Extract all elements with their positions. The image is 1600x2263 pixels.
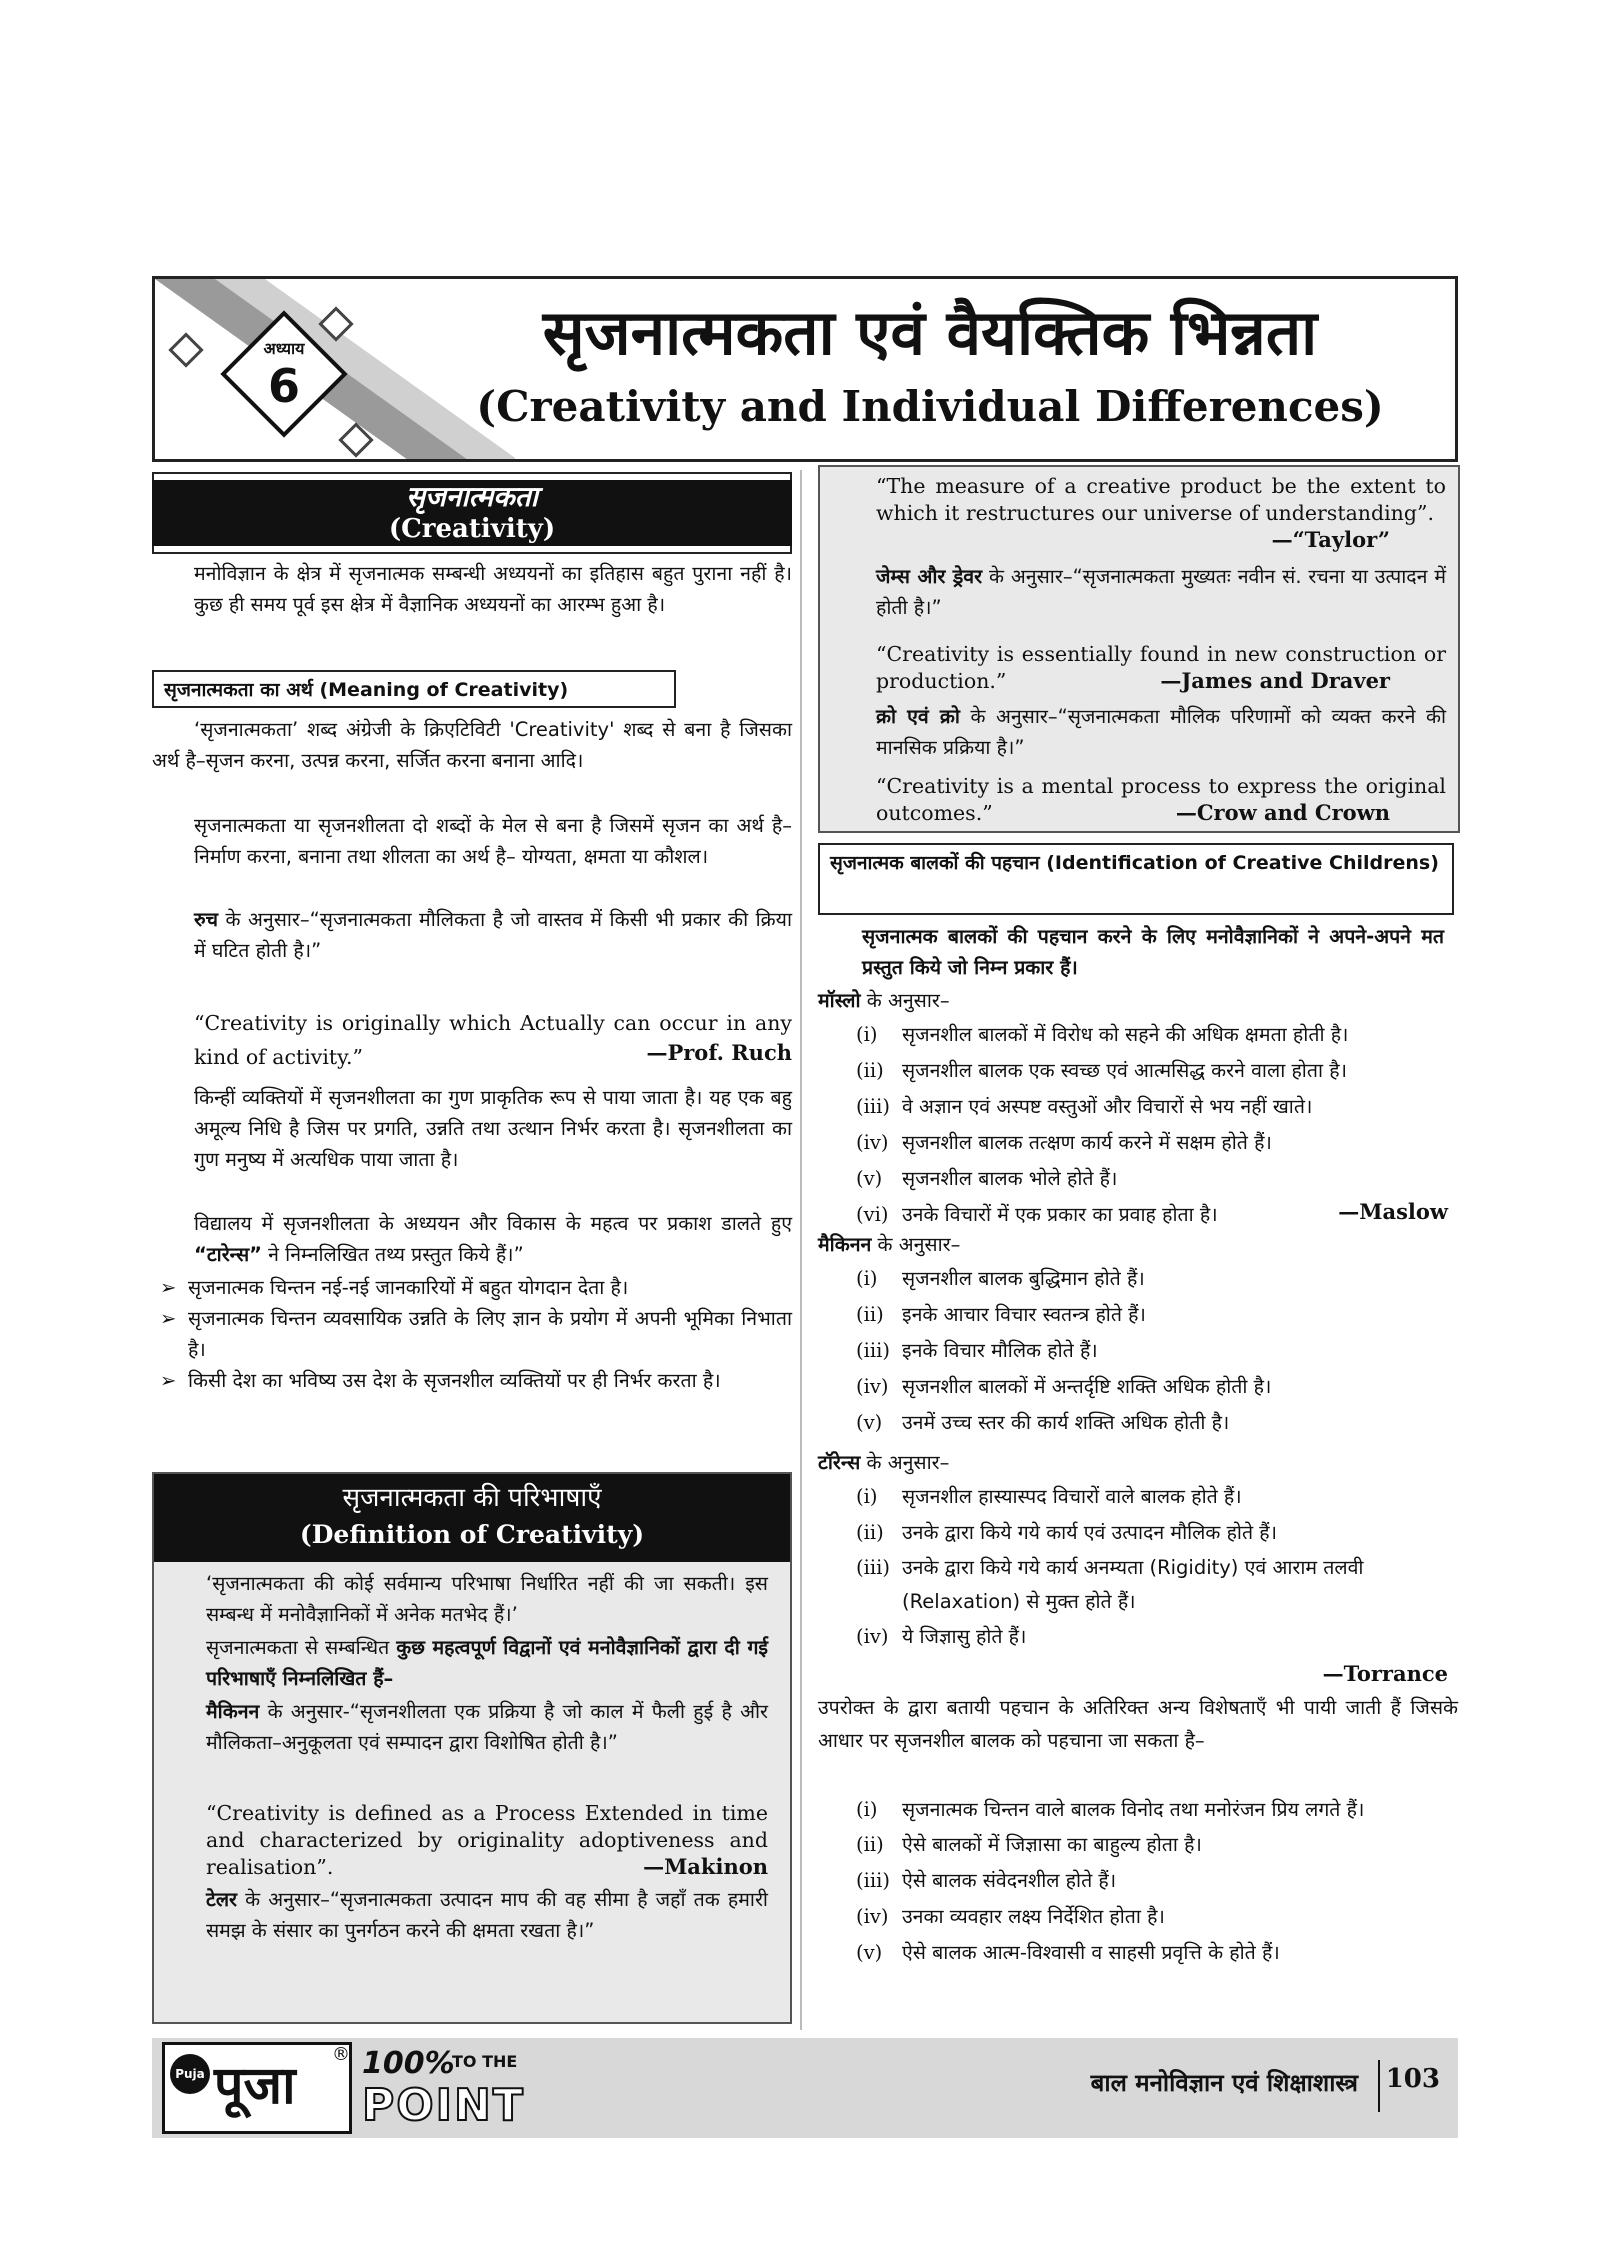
list-item xyxy=(818,1793,1460,1827)
mckinnon-heading xyxy=(818,1229,1458,1260)
definition-lead-text: सृजनात्मकता से सम्बन्धित xyxy=(206,1636,397,1659)
definition-lead xyxy=(206,1632,768,1694)
registered-mark: ® xyxy=(332,2044,350,2065)
item-number: (v) xyxy=(856,1167,883,1190)
definition-intro: ‘सृजनात्मकता की कोई सर्वमान्य परिभाषा निर्धारित नहीं की जा सकती। इस सम्बन्ध में मनोवैज्ञानिकों में अनेक मतभेद हैं।’ xyxy=(206,1572,768,1626)
other-traits-intro: उपरोक्त के द्वारा बतायी पहचान के अतिरिक्त अन्य विशेषताएँ भी पायी जाती हैं जिसके आधार पर सृजनशील बालक को पहचाना जा सकता है– xyxy=(818,1696,1458,1752)
makinon-quote: के अनुसार-“सृजनशीलता एक प्रक्रिया है जो काल में फैली हुई है और मौलिकता–अनुकूलता एवं सम्पादन द्वारा विशोषित होती है।” xyxy=(206,1700,768,1754)
item-number: (iv) xyxy=(856,1625,889,1648)
list-item xyxy=(818,1827,1460,1863)
mckinnon-list xyxy=(818,1261,1460,1441)
list-item xyxy=(152,1272,792,1303)
definitions-box xyxy=(152,1472,792,2024)
list-item xyxy=(818,1405,1460,1441)
list-item xyxy=(818,1863,1460,1899)
item-number: (vi) xyxy=(856,1203,889,1226)
list-item xyxy=(818,1161,1460,1197)
quotes-box xyxy=(818,465,1460,833)
meaning-heading: सृजनात्मकता का अर्थ (Meaning of Creativity) xyxy=(152,670,676,708)
crow-attribution: —Crow and Crown xyxy=(1175,800,1390,825)
author-mckinnon: मैकिनन xyxy=(818,1233,872,1256)
torrance-intro xyxy=(194,1208,792,1270)
meaning-paragraph-1: ‘सृजनात्मकता’ शब्द अंग्रेजी के क्रिएटिविटी 'Creativity' शब्द से बना है जिसका अर्थ है–सृजन करना, उत्पन्न करना, सर्जित करना बनाना आदि। xyxy=(152,718,792,772)
identification-heading: सृजनात्मक बालकों की पहचान (Identification of Creative Childrens) xyxy=(818,843,1454,915)
chapter-label: अध्याय xyxy=(263,339,305,358)
item-number: (iii) xyxy=(856,1869,890,1892)
crow-definition xyxy=(876,701,1446,763)
author-ruch: रुच xyxy=(194,908,219,931)
section-title-english: (Definition of Creativity) xyxy=(299,1520,645,1549)
maslow-attribution: —Maslow xyxy=(1338,1199,1448,1224)
james-quote: के अनुसार–“सृजनात्मकता मुख्यतः नवीन सं. रचना या उत्पादन में होती है।” xyxy=(876,565,1447,619)
item-number: (ii) xyxy=(856,1521,884,1544)
item-text: ऐसे बालक संवेदनशील होते हैं। xyxy=(902,1869,1117,1892)
item-text: सृजनशील बालकों में विरोध को सहने की अधिक क्षमता होती है। xyxy=(902,1023,1349,1046)
heading-suffix: के अनुसार– xyxy=(871,1233,961,1256)
list-item xyxy=(818,1053,1460,1089)
chapter-badge xyxy=(219,309,349,439)
item-text: ये जिज्ञासु होते हैं। xyxy=(902,1625,1027,1648)
item-number: (v) xyxy=(856,1941,883,1964)
list-item xyxy=(818,1479,1460,1515)
item-text: सृजनशील बालक तत्क्षण कार्य करने में सक्षम होते हैं। xyxy=(902,1131,1272,1154)
identification-intro: सृजनात्मक बालकों की पहचान करने के लिए मनोवैज्ञानिकों ने अपने-अपने मत प्रस्तुत किये जो निम्न प्रकार हैं। xyxy=(862,925,1444,979)
list-item xyxy=(818,1515,1460,1551)
section-title-english: (Creativity) xyxy=(388,514,556,544)
item-number: (ii) xyxy=(856,1833,884,1856)
taylor-quote-english: “The measure of a creative product be the extent to which it restructures our universe of understanding”. xyxy=(876,474,1446,525)
torrance-attribution: —Torrance xyxy=(1322,1661,1448,1686)
tagline-to-the: TO THE xyxy=(452,2052,518,2071)
list-item xyxy=(818,1369,1460,1405)
list-item xyxy=(818,1551,1460,1619)
item-text: ऐसे बालक आत्म-विश्वासी व साहसी प्रवृत्ति के होते हैं। xyxy=(902,1941,1280,1964)
list-item xyxy=(818,1935,1460,1971)
other-traits-list xyxy=(818,1793,1460,1971)
list-item xyxy=(818,1899,1460,1935)
author-maslow: मॉस्लो xyxy=(818,989,861,1012)
crow-quote: के अनुसार–“सृजनात्मकता मौलिक परिणामों को व्यक्त करने की मानसिक प्रक्रिया है।” xyxy=(876,705,1446,759)
chapter-number: 6 xyxy=(267,359,300,413)
james-definition xyxy=(876,561,1446,623)
maslow-heading xyxy=(818,985,1458,1016)
list-item xyxy=(152,1365,792,1396)
intro-paragraph: मनोविज्ञान के क्षेत्र में सृजनात्मक सम्बन्धी अध्ययनों का इतिहास बहुत पुराना नहीं है। कुछ ही समय पूर्व इस क्षेत्र में वैज्ञानिक अध्ययनों का आरम्भ हुआ है। xyxy=(194,562,792,616)
taylor-definition xyxy=(206,1884,768,1946)
author-taylor: टेलर xyxy=(206,1888,238,1911)
item-number: (iv) xyxy=(856,1375,889,1398)
item-text: सृजनशील बालकों में अन्तर्दृष्टि शक्ति अधिक होती है। xyxy=(902,1375,1272,1398)
item-text: उनमें उच्च स्तर की कार्य शक्ति अधिक होती है। xyxy=(902,1411,1230,1434)
item-number: (i) xyxy=(856,1267,878,1290)
torrance-facts-list xyxy=(152,1272,792,1396)
author-crow-and-crow: क्रो एवं क्रो xyxy=(876,705,960,728)
item-text: सृजनात्मक चिन्तन वाले बालक विनोद तथा मनोरंजन प्रिय लगते हैं। xyxy=(902,1798,1365,1821)
author-torrance: टॉरेन्स xyxy=(818,1451,861,1474)
james-quote-english: “Creativity is essentially found in new construction or production.” xyxy=(876,642,1446,693)
list-item xyxy=(818,1619,1460,1655)
item-number: (iii) xyxy=(856,1095,890,1118)
ruch-definition xyxy=(194,904,792,966)
list-item xyxy=(818,1297,1460,1333)
item-text: सृजनशील हास्यास्पद विचारों वाले बालक होते हैं। xyxy=(902,1485,1242,1508)
item-number: (ii) xyxy=(856,1059,884,1082)
section-title-hindi: सृजनात्मकता xyxy=(406,480,538,513)
section-creativity-heading xyxy=(152,480,792,546)
item-text: उनके द्वारा किये गये कार्य अनम्यता (Rigidity) एवं आराम तलवी (Relaxation) से मुक्त होते हैं। xyxy=(902,1556,1364,1613)
item-number: (i) xyxy=(856,1485,878,1508)
makinon-attribution: —Makinon xyxy=(643,1854,768,1879)
page-footer xyxy=(152,2038,1458,2138)
list-item-text: किसी देश का भविष्य उस देश के सृजनशील व्यक्तियों पर ही निर्भर करता है। xyxy=(188,1369,721,1392)
logo-badge: Puja xyxy=(170,2054,210,2094)
james-attribution: —James and Draver xyxy=(1160,668,1390,693)
crow-quote-english: “Creativity is a mental process to express the original outcomes.” xyxy=(876,774,1446,825)
footer-separator xyxy=(1378,2060,1380,2112)
item-text: सृजनशील बालक भोले होते हैं। xyxy=(902,1167,1118,1190)
ruch-quote: के अनुसार–“सृजनात्मकता मौलिकता है जो वास्तव में किसी भी प्रकार की क्रिया में घटित होती है।” xyxy=(194,908,792,962)
item-number: (iv) xyxy=(856,1905,889,1928)
chapter-title-hindi: सृजनात्मकता एवं वैयक्तिक भिन्नता xyxy=(542,296,1318,369)
ruch-quote-english: “Creativity is originally which Actually can occur in any kind of activity.” xyxy=(194,1011,792,1069)
item-text: उनके विचारों में एक प्रकार का प्रवाह होता है। xyxy=(902,1203,1218,1226)
publisher-logo xyxy=(162,2042,602,2134)
meaning-paragraph-3: किन्हीं व्यक्तियों में सृजनशीलता का गुण प्राकृतिक रूप से पाया जाता है। यह एक बहु अमूल्य निधि है जिस पर प्रगति, उन्नति तथा उत्थान निर्भर करता है। सृजनशीलता का गुण मनुष्य में अत्यधिक पाया जाता है। xyxy=(194,1086,792,1171)
page-number: 103 xyxy=(1385,2064,1440,2094)
meaning-paragraph-2: सृजनात्मकता या सृजनशीलता दो शब्दों के मेल से बना है जिसमें सृजन का अर्थ है– निर्माण करना, बनाना तथा शीलता का अर्थ है– योग्यता, क्षमता या कौशल। xyxy=(194,814,792,868)
item-text: इनके विचार मौलिक होते हैं। xyxy=(902,1339,1098,1362)
item-text: सृजनशील बालक बुद्धिमान होते हैं। xyxy=(902,1267,1145,1290)
list-item xyxy=(818,1333,1460,1369)
item-text: उनके द्वारा किये गये कार्य एवं उत्पादन मौलिक होते हैं। xyxy=(902,1521,1278,1544)
logo-text: पूजा xyxy=(214,2056,296,2116)
chapter-header xyxy=(152,276,1458,462)
item-number: (v) xyxy=(856,1411,883,1434)
chapter-title-english: (Creativity and Individual Differences) xyxy=(476,382,1384,431)
torrance-intro-end: ने निम्नलिखित तथ्य प्रस्तुत किये हैं।” xyxy=(261,1243,524,1266)
left-column xyxy=(152,472,792,2027)
tagline-percent: 100% xyxy=(362,2046,455,2081)
item-number: (iii) xyxy=(856,1556,890,1579)
list-item-text: सृजनात्मक चिन्तन नई-नई जानकारियों में बहुत योगदान देता है। xyxy=(188,1276,629,1299)
list-item xyxy=(818,1089,1460,1125)
item-number: (i) xyxy=(856,1023,878,1046)
list-item xyxy=(818,1125,1460,1161)
torrance-name: “टारेन्स” xyxy=(194,1243,262,1266)
taylor-attribution: —“Taylor” xyxy=(1271,527,1390,552)
list-item-text: सृजनात्मक चिन्तन व्यवसायिक उन्नति के लिए ज्ञान के प्रयोग में अपनी भूमिका निभाता है। xyxy=(188,1307,792,1361)
ruch-attribution: —Prof. Ruch xyxy=(646,1040,792,1065)
arrow-bullet-icon: ➢ xyxy=(160,1369,177,1392)
tagline-point: POINT xyxy=(362,2080,525,2131)
taylor-quote: के अनुसार–“सृजनात्मकता उत्पादन माप की वह सीमा है जहाँ तक हमारी समझ के संसार का पुनर्गठन करने की क्षमता रखता है।” xyxy=(206,1888,768,1942)
section-definition-heading xyxy=(154,1474,790,1562)
list-item xyxy=(152,1303,792,1365)
makinon-definition xyxy=(206,1696,768,1758)
arrow-bullet-icon: ➢ xyxy=(160,1276,177,1299)
item-number: (i) xyxy=(856,1798,878,1821)
right-column xyxy=(818,465,1460,2035)
section-title-hindi: सृजनात्मकता की परिभाषाएँ xyxy=(342,1483,602,1513)
item-text: सृजनशील बालक एक स्वच्छ एवं आत्मसिद्ध करने वाला होता है। xyxy=(902,1059,1347,1082)
makinon-quote-english: “Creativity is defined as a Process Extended in time and characterized by originality adoptiveness and realisation”. xyxy=(206,1801,768,1879)
item-number: (ii) xyxy=(856,1303,884,1326)
arrow-bullet-icon: ➢ xyxy=(160,1307,177,1330)
definition-lead-bold: कुछ महत्वपूर्ण विद्वानों एवं मनोवैज्ञानिकों द्वारा दी गई परिभाषाएँ निम्नलिखित हैं– xyxy=(206,1636,768,1690)
book-title: बाल मनोविज्ञान एवं शिक्षाशास्त्र xyxy=(1090,2069,1358,2097)
torrance-heading xyxy=(818,1447,1458,1478)
item-text: ऐसे बालकों में जिज्ञासा का बाहुल्य होता है। xyxy=(902,1833,1202,1856)
torrance-intro-text: विद्यालय में सृजनशीलता के अध्ययन और विकास के महत्व पर प्रकाश डालते हुए xyxy=(194,1212,792,1235)
author-james-drever: जेम्स और ड्रेवर xyxy=(876,565,983,588)
list-item xyxy=(818,1017,1460,1053)
heading-suffix: के अनुसार– xyxy=(860,1451,950,1474)
list-item xyxy=(818,1261,1460,1297)
heading-suffix: के अनुसार– xyxy=(860,989,950,1012)
item-text: वे अज्ञान एवं अस्पष्ट वस्तुओं और विचारों से भय नहीं खाते। xyxy=(902,1095,1313,1118)
author-makinon: मैकिनन xyxy=(206,1700,260,1723)
item-number: (iv) xyxy=(856,1131,889,1154)
item-text: इनके आचार विचार स्वतन्त्र होते हैं। xyxy=(902,1303,1146,1326)
column-divider xyxy=(800,470,802,2030)
item-text: उनका व्यवहार लक्ष्य निर्देशित होता है। xyxy=(902,1905,1165,1928)
torrance-list xyxy=(818,1479,1460,1655)
item-number: (iii) xyxy=(856,1339,890,1362)
